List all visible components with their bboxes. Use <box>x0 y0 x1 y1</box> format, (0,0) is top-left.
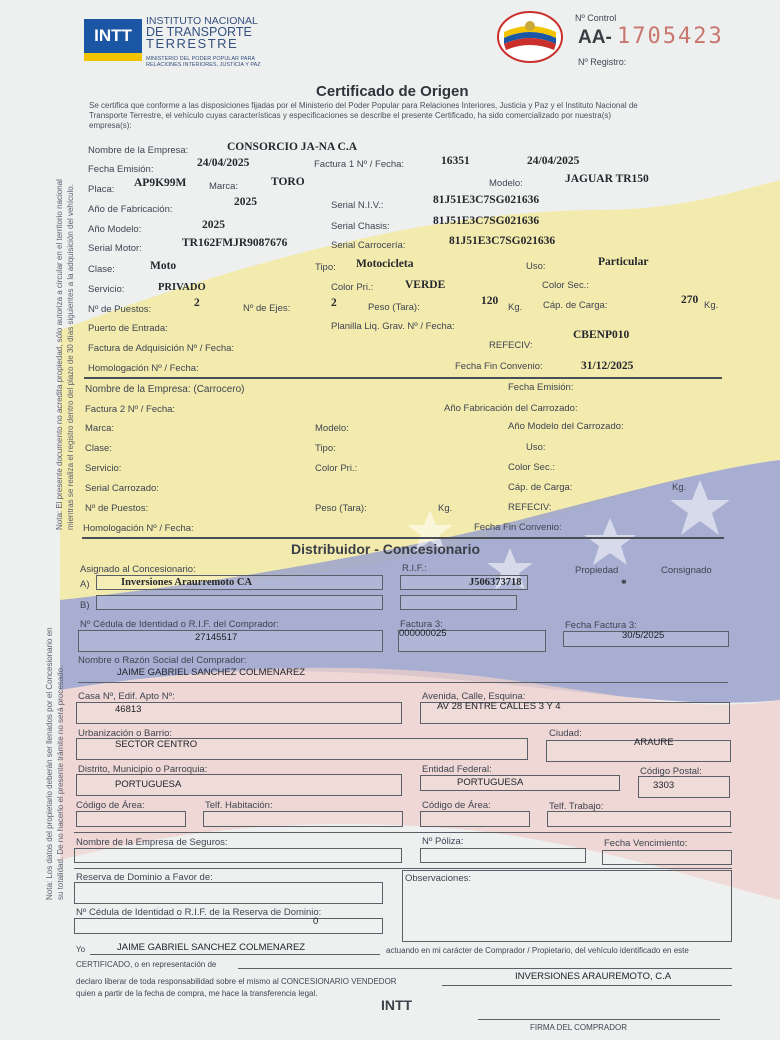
casa-value: 46813 <box>115 704 142 715</box>
rif-a-value: J506373718 <box>469 577 522 588</box>
carrocero-anio-fab-label: Año Fabricación del Carrozado: <box>444 403 578 414</box>
urbanizacion-value: SECTOR CENTRO <box>115 739 198 750</box>
fecha-emision-value: 24/04/2025 <box>197 157 250 169</box>
carrocero-puestos-label: Nº de Puestos: <box>85 503 149 514</box>
entidad-value: PORTUGUESA <box>457 777 524 788</box>
footer-line-4: quien a partir de la fecha de compra, me hace la transferencia legal. <box>76 989 318 998</box>
carrocero-uso-label: Uso: <box>526 442 546 453</box>
color-pri-label: Color Pri.: <box>331 282 374 293</box>
telf-habitacion-label: Telf. Habitación: <box>205 800 273 811</box>
placa-value: AP9K99M <box>134 177 187 189</box>
carrocero-color-pri-label: Color Pri.: <box>315 463 358 474</box>
peso-label: Peso (Tara): <box>368 302 420 313</box>
asignado-label: Asignado al Concesionario: <box>80 564 196 575</box>
nombre-underline <box>78 682 728 683</box>
carrocero-tipo-label: Tipo: <box>315 443 336 454</box>
divider <box>74 868 732 869</box>
uso-value: Particular <box>598 256 649 268</box>
servicio-label: Servicio: <box>88 284 125 295</box>
carroceria-label: Serial Carrocería: <box>331 240 406 251</box>
ministry-line-2: RELACIONES INTERIORES, JUSTICIA Y PAZ <box>146 62 261 68</box>
side-note-top <box>54 179 76 530</box>
observaciones-field[interactable] <box>402 870 732 942</box>
ciudad-field[interactable] <box>546 737 731 762</box>
modelo-label: Modelo: <box>489 178 523 189</box>
urbanizacion-field[interactable] <box>76 738 528 760</box>
institute-name <box>146 16 258 49</box>
fecha-factura3-label: Fecha Factura 3: <box>565 620 637 631</box>
reserva-field[interactable] <box>74 882 383 904</box>
ejes-value: 2 <box>331 297 337 309</box>
codigo-area-2-field[interactable] <box>420 811 530 827</box>
avenida-field[interactable] <box>420 702 730 724</box>
puerto-label: Puerto de Entrada: <box>88 323 168 334</box>
peso-value: 120 <box>481 295 499 307</box>
institute-line-3: TERRESTRE <box>146 36 239 51</box>
firma-label: FIRMA DEL COMPRADOR <box>530 1023 628 1032</box>
marca-value: TORO <box>271 176 305 188</box>
carga-value: 270 <box>681 294 699 306</box>
codigo-postal-value: 3303 <box>653 780 675 791</box>
carga-unit: Kg. <box>704 300 719 311</box>
tipo-value: Motocicleta <box>356 258 414 270</box>
codigo-area-2-label: Código de Área: <box>422 800 491 811</box>
carrocero-homologacion-label: Homologación Nº / Fecha: <box>83 523 194 534</box>
carrocero-carga-unit: Kg. <box>672 482 687 493</box>
anio-mod-value: 2025 <box>202 219 225 231</box>
chasis-label: Serial Chasis: <box>331 221 390 232</box>
telf-trabajo-field[interactable] <box>547 811 731 827</box>
tipo-label: Tipo: <box>315 262 336 273</box>
carrocero-anio-mod-label: Año Modelo del Carrozado: <box>508 421 624 432</box>
carroceria-value: 81J51E3C7SG021636 <box>449 235 556 247</box>
chasis-value: 81J51E3C7SG021636 <box>433 215 540 227</box>
ministry-name <box>146 56 261 68</box>
side-note-bottom-line-2: su totalidad. De no hacerlo el presente trámite no será procesado. <box>56 665 65 900</box>
control-prefix: AA- <box>578 27 612 48</box>
codigo-postal-field[interactable] <box>638 776 730 798</box>
reserva-cedula-value: 0 <box>313 916 319 927</box>
propiedad-label: Propiedad <box>575 565 619 576</box>
fecha-emision-label: Fecha Emisión: <box>88 164 154 175</box>
row-b-label: B) <box>80 600 90 611</box>
factura1-number: 16351 <box>441 155 470 167</box>
concesionario-b-field[interactable] <box>96 595 383 610</box>
telf-trabajo-label: Telf. Trabajo: <box>549 801 604 812</box>
consignado-label: Consignado <box>661 565 712 576</box>
observaciones-label: Observaciones: <box>405 873 472 884</box>
carrocero-carga-label: Cáp. de Carga: <box>508 482 573 493</box>
cedula-label: Nº Cédula de Identidad o R.I.F. del Comprador: <box>80 619 279 630</box>
seguros-field[interactable] <box>74 848 402 863</box>
carrocero-fecha-label: Fecha Emisión: <box>508 382 574 393</box>
logo-text: INTT <box>94 26 132 45</box>
factura3-field[interactable] <box>398 630 546 652</box>
empresa-label: Nombre de la Empresa: <box>88 145 189 156</box>
side-note-top-line-1: Nota: El presente documento no acredita propiedad, sólo autoriza a circular en el territorio nacional <box>55 179 64 530</box>
poliza-label: Nº Póliza: <box>422 836 464 847</box>
divider <box>84 377 722 379</box>
reserva-label: Reserva de Dominio a Favor de: <box>76 872 213 883</box>
control-number: 1705423 <box>617 24 724 49</box>
servicio-value: PRIVADO <box>158 282 206 293</box>
footer-buyer-name: JAIME GABRIEL SANCHEZ COLMENAREZ <box>117 942 306 953</box>
planilla-label: Planilla Liq. Grav. Nº / Fecha: <box>331 321 455 332</box>
side-note-bottom <box>44 627 66 900</box>
ejes-label: Nº de Ejes: <box>243 303 291 314</box>
factura3-label: Factura 3: <box>400 619 443 630</box>
nombre-comprador-value: JAIME GABRIEL SANCHEZ COLMENAREZ <box>117 667 306 678</box>
modelo-value: JAGUAR TR150 <box>565 173 649 185</box>
empresa-value: CONSORCIO JA-NA C.A <box>227 141 358 153</box>
color-sec-label: Color Sec.: <box>542 280 589 291</box>
concesionario-a-value: Inversiones Araurremoto CA <box>121 577 253 588</box>
carrocero-serial-label: Serial Carrozado: <box>85 483 159 494</box>
avenida-value: AV 28 ENTRE CALLES 3 Y 4 <box>437 701 561 712</box>
divider <box>74 832 732 833</box>
carrocero-peso-label: Peso (Tara): <box>315 503 367 514</box>
codigo-area-label: Código de Área: <box>76 800 145 811</box>
refeciv-label: REFECIV: <box>489 340 533 351</box>
factura1-label: Factura 1 Nº / Fecha: <box>314 159 405 170</box>
motor-label: Serial Motor: <box>88 243 142 254</box>
carrocero-servicio-label: Servicio: <box>85 463 122 474</box>
intro-line-3: empresa(s): <box>89 121 132 130</box>
clase-value: Moto <box>150 260 177 272</box>
poliza-field[interactable] <box>420 848 586 863</box>
codigo-area-field[interactable] <box>76 811 186 827</box>
carrocero-modelo-label: Modelo: <box>315 423 349 434</box>
intro-text <box>89 101 638 131</box>
niv-label: Serial N.I.V.: <box>331 200 384 211</box>
urbanizacion-label: Urbanización o Barrio: <box>78 728 172 739</box>
carrocero-refeciv-label: REFECIV: <box>508 502 552 513</box>
cedula-field[interactable] <box>78 630 383 652</box>
side-note-top-line-2: mientras se realiza el registro dentro del plazo de 30 días siguientes a la adquisición del vehículo. <box>66 184 75 530</box>
carrocero-color-sec-label: Color Sec.: <box>508 462 555 473</box>
fecha-factura3-value: 30/5/2025 <box>622 630 665 641</box>
distrito-field[interactable] <box>76 774 402 796</box>
adquisicion-label: Factura de Adquisición Nº / Fecha: <box>88 343 235 354</box>
uso-label: Uso: <box>526 261 546 272</box>
institute-line-2: DE TRANSPORTE <box>146 25 252 39</box>
carrocero-peso-unit: Kg. <box>438 503 453 514</box>
rif-label: R.I.F.: <box>402 563 427 574</box>
registro-label: Nº Registro: <box>578 57 627 67</box>
avenida-label: Avenida, Calle, Esquina: <box>422 691 526 702</box>
clase-label: Clase: <box>88 264 115 275</box>
carrocero-fin-convenio-label: Fecha Fin Convenio: <box>474 522 562 533</box>
intro-line-2: Transporte Terrestre, el vehículo cuyas características y especificaciones se describe el presente Certificado, ha sido comercializado por nuestra(s) <box>89 111 612 120</box>
page-title: Certificado de Origen <box>316 83 469 100</box>
reserva-cedula-label: Nº Cédula de Identidad o R.I.F. de la Reserva de Dominio: <box>76 907 322 918</box>
carrocero-empresa-label: Nombre de la Empresa: (Carrocero) <box>85 384 245 395</box>
nombre-comprador-label: Nombre o Razón Social del Comprador: <box>78 655 247 666</box>
color-pri-value: VERDE <box>405 279 446 291</box>
side-note-bottom-line-1: Nota: Los datos del propietario deberán ser llenados por el Concesionario en <box>45 627 54 900</box>
reserva-cedula-field[interactable] <box>74 918 383 934</box>
fecha-factura3-field[interactable] <box>563 631 729 647</box>
factura1-date: 24/04/2025 <box>527 155 580 167</box>
telf-habitacion-field[interactable] <box>203 811 403 827</box>
codigo-postal-label: Código Postal: <box>640 766 702 777</box>
carrocero-marca-label: Marca: <box>85 423 115 434</box>
homologacion-label: Homologación Nº / Fecha: <box>88 363 199 374</box>
rif-a-field[interactable] <box>400 575 528 590</box>
carrocero-clase-label: Clase: <box>85 443 112 454</box>
refeciv-value: CBENP010 <box>573 329 630 341</box>
venezuela-seal-icon <box>496 10 564 64</box>
entidad-label: Entidad Federal: <box>422 764 492 775</box>
footer-intt: INTT <box>381 997 413 1013</box>
footer-line-2: CERTIFICADO, o en representación de <box>76 960 217 969</box>
vencimiento-label: Fecha Vencimiento: <box>604 838 688 849</box>
casa-field[interactable] <box>76 702 402 724</box>
factura3-value: 000000025 <box>399 628 447 639</box>
footer-vendedor: INVERSIONES ARAUREMOTO, C.A <box>515 971 672 982</box>
buyer-name-underline <box>90 954 380 955</box>
institute-line-1: INSTITUTO NACIONAL <box>146 15 258 27</box>
propiedad-mark: * <box>621 578 627 590</box>
anio-mod-label: Año Modelo: <box>88 224 142 235</box>
fin-convenio-label: Fecha Fin Convenio: <box>455 361 543 372</box>
intro-line-1: Se certifica que conforme a las disposiciones fijadas por el Ministerio del Poder Popular para Relaciones Interiores, Justicia y Paz y el Instituto Nacional de <box>89 101 638 110</box>
vencimiento-field[interactable] <box>602 850 732 865</box>
motor-value: TR162FMJR9087676 <box>182 237 288 249</box>
vendedor-underline <box>442 985 732 986</box>
casa-label: Casa Nº, Edif. Apto Nº: <box>78 691 175 702</box>
rif-b-field[interactable] <box>400 595 517 610</box>
section-title: Distribuidor - Concesionario <box>291 541 481 557</box>
distrito-label: Distrito, Municipio o Parroquia: <box>78 764 208 775</box>
carrocero-factura-label: Factura 2 Nº / Fecha: <box>85 404 176 415</box>
puestos-value: 2 <box>194 297 200 309</box>
intt-logo <box>84 19 142 61</box>
placa-label: Placa: <box>88 184 115 195</box>
anio-fab-label: Año de Fabricación: <box>88 204 173 215</box>
row-a-label: A) <box>80 579 90 590</box>
marca-label: Marca: <box>209 181 239 192</box>
puestos-label: Nº de Puestos: <box>88 304 152 315</box>
fin-convenio-value: 31/12/2025 <box>581 360 634 372</box>
firma-line[interactable] <box>478 1019 720 1020</box>
divider <box>82 537 724 539</box>
entidad-field[interactable] <box>420 775 620 791</box>
ciudad-label: Ciudad: <box>549 728 582 739</box>
anio-fab-value: 2025 <box>234 196 257 208</box>
carga-label: Cáp. de Carga: <box>543 300 608 311</box>
cedula-value: 27145517 <box>195 632 238 643</box>
footer-line-1: actuando en mi carácter de Comprador / Propietario, del vehículo identificado en este <box>386 946 689 955</box>
control-label: Nº Control <box>575 13 617 23</box>
representacion-underline <box>238 968 732 969</box>
footer-line-3: declaro liberar de toda responsabilidad sobre el mismo al CONCESIONARIO VENDEDOR <box>76 977 397 986</box>
ciudad-value: ARAURE <box>634 737 674 748</box>
concesionario-a-field[interactable] <box>96 575 383 590</box>
footer-yo: Yo <box>76 945 86 954</box>
seguros-label: Nombre de la Empresa de Seguros: <box>76 837 228 848</box>
peso-unit: Kg. <box>508 302 523 313</box>
ministry-line-1: MINISTERIO DEL PODER POPULAR PARA <box>146 56 256 62</box>
niv-value: 81J51E3C7SG021636 <box>433 194 540 206</box>
distrito-value: PORTUGUESA <box>115 779 182 790</box>
